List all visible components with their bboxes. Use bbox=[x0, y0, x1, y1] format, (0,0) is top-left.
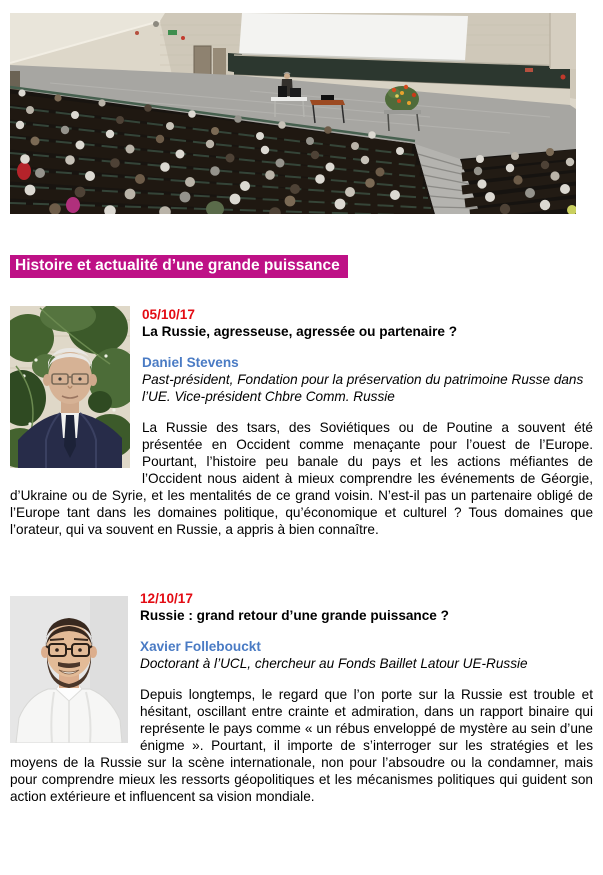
portrait-graphic bbox=[10, 596, 128, 743]
lecture-date: 12/10/17 bbox=[140, 590, 193, 606]
auditorium-photo bbox=[10, 13, 576, 214]
speaker-photo-xavier-follebouckt bbox=[10, 596, 128, 743]
speaker-role: Doctorant à l’UCL, chercheur au Fonds Baillet Latour UE-Russie bbox=[140, 655, 528, 671]
section-header: Histoire et actualité d’une grande puissance bbox=[10, 255, 348, 278]
speaker-name: Daniel Stevens bbox=[142, 354, 239, 370]
speaker-name: Xavier Follebouckt bbox=[140, 638, 261, 654]
speaker-role: Past-président, Fondation pour la préservation du patrimoine Russe dans l’UE. Vice-président Chbre Comm. Russie bbox=[142, 371, 584, 404]
lecture-title: Russie : grand retour d’une grande puissance ? bbox=[140, 607, 449, 623]
portrait-graphic bbox=[10, 306, 130, 468]
lecture-item bbox=[10, 590, 593, 819]
lecture-title: La Russie, agresseuse, agressée ou partenaire ? bbox=[142, 323, 458, 339]
lecture-date: 05/10/17 bbox=[142, 306, 195, 322]
lecture-description: La Russie des tsars, des Soviétiques ou de Poutine a souvent été présentée en Occident comme menaçante pour l’ouest de l’Europe. Pourtant, l’histoire peu banale du pays et les actions méfiantes de l’Occident nous aident à mieux comprendre les événements de Géorgie, d’Ukraine ou de Syrie, et les mentalités de ce grand voisin. N’est-il pas un partenaire obligé de l’Europe tant dans les domaines politique, qu’économique et culturel ? Tous domaines que l’orateur, qui va souvent en Russie, a appris à bien connaître. bbox=[10, 419, 593, 537]
auditorium-photo-graphic bbox=[10, 13, 576, 214]
lecture-description: Depuis longtemps, le regard que l’on porte sur la Russie est trouble et hésitant, oscillant entre crainte et admiration, dans un rapport binaire qui représente le pays comme « un rébus enveloppé de mystère au sein d’une énigme ». Pourtant, il importe de s’interroger sur les stratégies et les moyens de la Russie sur la scène internationale, non pour l’absoudre ou la condamner, mais pour comprendre mieux les ressorts géopolitiques et les mécanismes politiques qui guident son action extérieure et influencent sa vision mondiale. bbox=[10, 686, 593, 804]
speaker-photo-daniel-stevens bbox=[10, 306, 130, 468]
lecture-item bbox=[10, 306, 593, 552]
